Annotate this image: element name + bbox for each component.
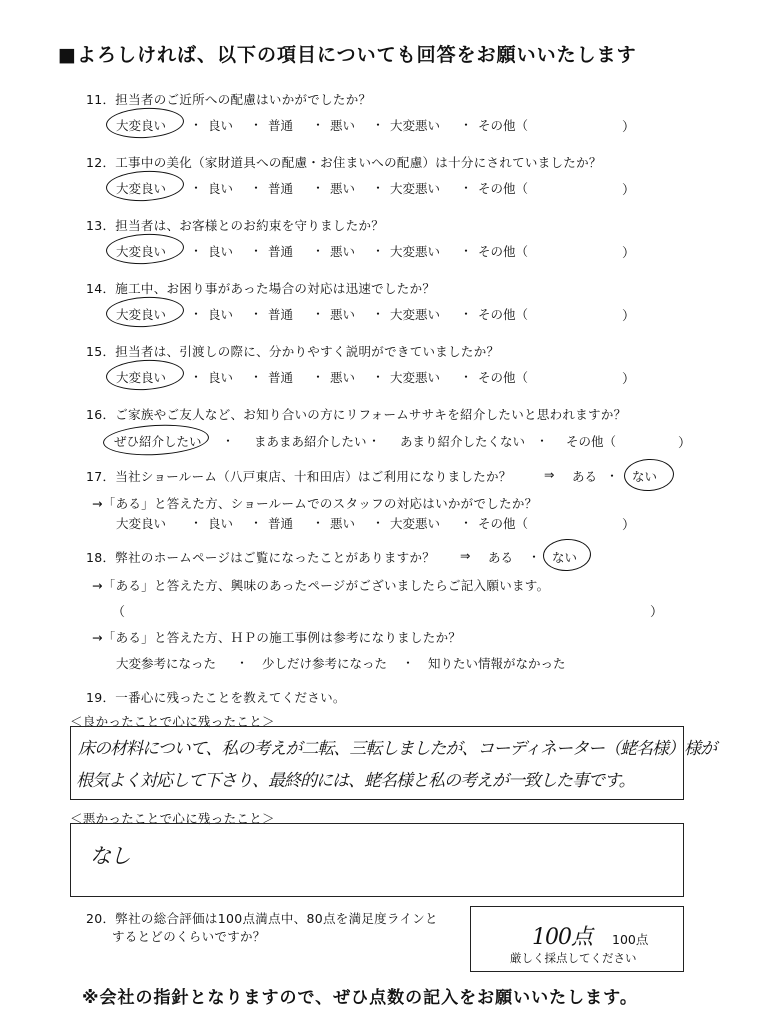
separator: ・: [190, 516, 203, 530]
q19-good-answer-line1: 床の材料について、私の考えが二転、三転しましたが、コーディネーター（蛯名様）様が: [78, 739, 716, 759]
question-label: 13．担当者は、お客様とのお約束を守りましたか？: [86, 218, 385, 233]
q20-score-handwritten: 100点: [532, 925, 592, 950]
separator: ・: [190, 118, 203, 132]
separator: ・: [402, 656, 415, 670]
separator: ・: [460, 307, 473, 321]
separator: ・: [250, 516, 263, 530]
q18-sub2-option-3[interactable]: 知りたい情報がなかった: [428, 656, 566, 671]
separator: ・: [460, 370, 473, 384]
separator: ・: [368, 434, 381, 448]
q19-label: 19．一番心に残ったことを教えてください。: [86, 690, 346, 705]
answer-option[interactable]: 普通: [268, 370, 294, 385]
separator: ・: [372, 516, 385, 530]
separator: ・: [250, 370, 263, 384]
answer-option[interactable]: 悪い: [330, 181, 356, 196]
answer-option[interactable]: その他（: [478, 244, 529, 259]
answer-option[interactable]: 良い: [208, 118, 234, 133]
answer-option[interactable]: 普通: [268, 118, 294, 133]
q16-option-4[interactable]: その他（: [566, 434, 617, 449]
separator: ・: [312, 244, 325, 258]
separator: ・: [250, 307, 263, 321]
separator: ・: [236, 656, 249, 670]
q17-answer-option[interactable]: 良い: [208, 516, 234, 531]
separator: ・: [222, 434, 235, 448]
q16-option-2[interactable]: まあまあ紹介したい: [254, 434, 367, 449]
q17-arrow: ⇒: [544, 467, 555, 482]
separator: ・: [536, 434, 549, 448]
q18-sub1-label: →「ある」と答えた方、興味のあったページがございましたらご記入願います。: [92, 578, 550, 593]
answer-option[interactable]: 良い: [208, 370, 234, 385]
separator: ・: [372, 181, 385, 195]
separator: ・: [606, 469, 619, 483]
question-label: 11．担当者のご近所への配慮はいかがでしたか？: [86, 92, 372, 107]
answer-option[interactable]: 良い: [208, 307, 234, 322]
answer-option[interactable]: その他（: [478, 181, 529, 196]
q20-label-line2: するとどのくらいですか？: [112, 929, 266, 944]
answer-option[interactable]: 大変良い: [116, 244, 167, 259]
q19-bad-label: ＜悪かったことで心に残ったこと＞: [70, 811, 275, 826]
answer-option[interactable]: 大変良い: [116, 118, 167, 133]
close-paren: ）: [622, 120, 636, 135]
q18-sub2-option-1[interactable]: 大変参考になった: [116, 656, 217, 671]
q17-answer-option[interactable]: その他（: [478, 516, 529, 531]
q16-option-1[interactable]: ぜひ紹介したい: [114, 434, 202, 449]
q17-answer-option[interactable]: 悪い: [330, 516, 356, 531]
answer-option[interactable]: 大変良い: [116, 181, 167, 196]
separator: ・: [460, 244, 473, 258]
answer-option[interactable]: 大変悪い: [390, 307, 441, 322]
answer-option[interactable]: その他（: [478, 118, 529, 133]
q17-answer-option[interactable]: 大変悪い: [390, 516, 441, 531]
answer-option[interactable]: 悪い: [330, 244, 356, 259]
close-paren: ）: [622, 183, 636, 198]
q18-sub2-option-2[interactable]: 少しだけ参考になった: [262, 656, 388, 671]
selected-answer-circle: [105, 358, 184, 392]
separator: ・: [190, 370, 203, 384]
answer-option[interactable]: 大変悪い: [390, 118, 441, 133]
q16-selected-circle: [102, 422, 209, 458]
close-paren: ）: [622, 309, 636, 324]
q17-yes[interactable]: ある: [572, 469, 598, 484]
q16-option-3[interactable]: あまり紹介したくない: [400, 434, 526, 449]
q18-selected-circle: [542, 538, 592, 572]
separator: ・: [372, 244, 385, 258]
separator: ・: [312, 118, 325, 132]
q17-no[interactable]: ない: [632, 469, 658, 484]
question-label: 12．工事中の美化（家財道具への配慮・お住まいへの配慮）は十分にされていましたか？: [86, 155, 602, 170]
answer-option[interactable]: 大変良い: [116, 370, 167, 385]
selected-answer-circle: [105, 295, 184, 329]
q18-label: 18．弊社のホームページはご覧になったことがありますか？: [86, 550, 436, 565]
answer-option[interactable]: その他（: [478, 370, 529, 385]
question-label: 15．担当者は、引渡しの際に、分かりやすく説明ができていましたか？: [86, 344, 500, 359]
q16-close-paren: ）: [678, 436, 692, 451]
separator: ・: [372, 307, 385, 321]
q18-open-paren: （: [112, 605, 126, 620]
answer-option[interactable]: 大変悪い: [390, 181, 441, 196]
separator: ・: [190, 181, 203, 195]
separator: ・: [250, 118, 263, 132]
separator: ・: [190, 307, 203, 321]
answer-option[interactable]: 大変悪い: [390, 370, 441, 385]
page-heading: ■よろしければ、以下の項目についても回答をお願いいたします: [58, 44, 637, 66]
question-label: 14．施工中、お困り事があった場合の対応は迅速でしたか？: [86, 281, 436, 296]
answer-option[interactable]: 悪い: [330, 307, 356, 322]
q17-answer-option[interactable]: 普通: [268, 516, 294, 531]
separator: ・: [460, 181, 473, 195]
separator: ・: [190, 244, 203, 258]
q18-sub2-label: →「ある」と答えた方、ＨＰの施工事例は参考になりましたか？: [92, 630, 462, 645]
separator: ・: [372, 118, 385, 132]
separator: ・: [312, 516, 325, 530]
answer-option[interactable]: 良い: [208, 244, 234, 259]
close-paren: ）: [622, 372, 636, 387]
q18-no[interactable]: ない: [552, 550, 578, 565]
q20-note: 厳しく採点してください: [510, 951, 637, 965]
separator: ・: [528, 550, 541, 564]
q19-bad-answer: なし: [90, 844, 130, 868]
q17-answer-option[interactable]: 大変良い: [116, 516, 167, 531]
q20-label-line1: 20．弊社の総合評価は100点満点中、80点を満足度ラインと: [86, 911, 438, 926]
q17-label: 17．当社ショールーム（八戸東店、十和田店）はご利用になりましたか？: [86, 469, 512, 484]
separator: ・: [312, 307, 325, 321]
close-paren: ）: [622, 518, 636, 533]
q17-selected-circle: [623, 458, 675, 493]
q19-good-label: ＜良かったことで心に残ったこと＞: [70, 714, 275, 729]
separator: ・: [312, 181, 325, 195]
answer-option[interactable]: 大変良い: [116, 307, 167, 322]
separator: ・: [460, 118, 473, 132]
q18-close-paren: ）: [650, 605, 664, 620]
answer-option[interactable]: 普通: [268, 307, 294, 322]
answer-option[interactable]: 悪い: [330, 118, 356, 133]
q18-yes[interactable]: ある: [488, 550, 514, 565]
separator: ・: [372, 370, 385, 384]
separator: ・: [460, 516, 473, 530]
q19-bad-answer-box[interactable]: [70, 823, 684, 897]
close-paren: ）: [622, 246, 636, 261]
q18-arrow: ⇒: [460, 548, 471, 563]
separator: ・: [312, 370, 325, 384]
answer-option[interactable]: 大変悪い: [390, 244, 441, 259]
answer-option[interactable]: 普通: [268, 181, 294, 196]
q20-max-score: 100点: [612, 932, 649, 947]
answer-option[interactable]: その他（: [478, 307, 529, 322]
separator: ・: [250, 244, 263, 258]
q17-sub-label: →「ある」と答えた方、ショールームでのスタッフの対応はいかがでしたか？: [92, 496, 538, 511]
selected-answer-circle: [105, 106, 184, 140]
footer-note: ※会社の指針となりますので、ぜひ点数の記入をお願いいたします。: [82, 988, 638, 1008]
answer-option[interactable]: 良い: [208, 181, 234, 196]
separator: ・: [250, 181, 263, 195]
q19-good-answer-line2: 根気よく対応して下さり、最終的には、蛯名様と私の考えが一致した事です。: [76, 771, 635, 791]
q16-label: 16．ご家族やご友人など、お知り合いの方にリフォームササキを紹介したいと思われますか？: [86, 407, 627, 422]
selected-answer-circle: [105, 232, 184, 266]
answer-option[interactable]: 普通: [268, 244, 294, 259]
answer-option[interactable]: 悪い: [330, 370, 356, 385]
selected-answer-circle: [105, 169, 184, 203]
